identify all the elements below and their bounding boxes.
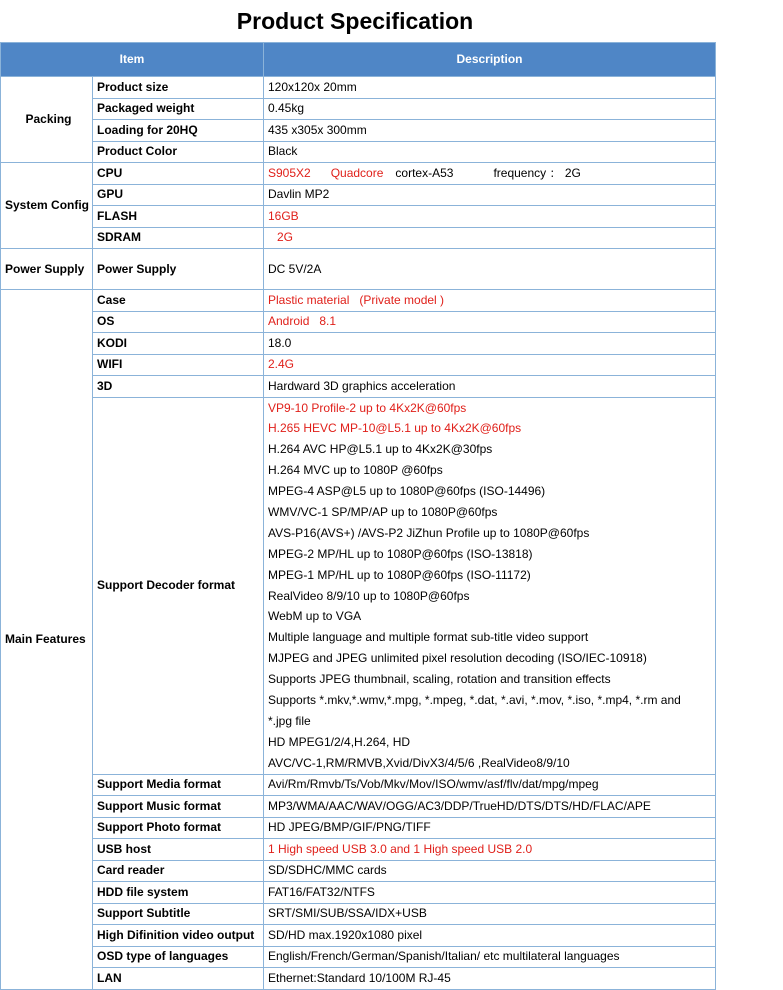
table-row bbox=[1, 311, 716, 333]
table-row bbox=[1, 882, 716, 904]
item-label: WIFI bbox=[93, 354, 264, 376]
table-row bbox=[1, 817, 716, 839]
item-value: SD/SDHC/MMC cards bbox=[264, 860, 716, 882]
table-row bbox=[1, 354, 716, 376]
item-label: OS bbox=[93, 311, 264, 333]
cpu-cores: Quadcore bbox=[330, 165, 384, 180]
item-value: Avi/Rm/Rmvb/Ts/Vob/Mkv/Mov/ISO/wmv/asf/flv/dat/mpg/mpeg bbox=[264, 774, 716, 796]
item-label: Support Decoder format bbox=[93, 397, 264, 774]
decoder-line: H.264 MVC up to 1080P @60fps bbox=[268, 463, 443, 478]
cpu-frequency-value: 2G bbox=[564, 165, 581, 180]
decoder-line: MPEG-2 MP/HL up to 1080P@60fps (ISO-13818) bbox=[268, 546, 533, 561]
item-value: 0.45kg bbox=[264, 98, 716, 120]
decoder-line: Supports JPEG thumbnail, scaling, rotation and transition effects bbox=[268, 672, 611, 687]
table-row bbox=[1, 333, 716, 355]
item-value: MP3/WMA/AAC/WAV/OGG/AC3/DDP/TrueHD/DTS/DTS/HD/FLAC/APE bbox=[264, 796, 716, 818]
decoder-line: WMV/VC-1 SP/MP/AP up to 1080P@60fps bbox=[268, 504, 498, 519]
item-label: Case bbox=[93, 290, 264, 312]
decoder-line: RealVideo 8/9/10 up to 1080P@60fps bbox=[268, 588, 470, 603]
table-row bbox=[1, 839, 716, 861]
item-value: Hardward 3D graphics acceleration bbox=[264, 376, 716, 398]
item-value: DC 5V/2A bbox=[264, 249, 716, 290]
category-packing: Packing bbox=[1, 77, 93, 163]
item-label: Support Subtitle bbox=[93, 903, 264, 925]
item-value: FAT16/FAT32/NTFS bbox=[264, 882, 716, 904]
decoder-line: HD MPEG1/2/4,H.264, HD bbox=[268, 734, 411, 749]
item-label: HDD file system bbox=[93, 882, 264, 904]
category-system-config: System Config bbox=[1, 163, 93, 249]
table-row bbox=[1, 227, 716, 249]
category-main-features: Main Features bbox=[1, 290, 93, 990]
item-value: Black bbox=[264, 141, 716, 163]
item-label: Support Music format bbox=[93, 796, 264, 818]
table-row bbox=[1, 98, 716, 120]
table-row bbox=[1, 397, 716, 774]
table-row bbox=[1, 860, 716, 882]
decoder-format-list bbox=[264, 397, 716, 774]
decoder-line: AVC/VC-1,RM/RMVB,Xvid/DivX3/4/5/6 ,RealVideo8/9/10 bbox=[268, 755, 570, 770]
item-label: FLASH bbox=[93, 206, 264, 228]
item-label: Card reader bbox=[93, 860, 264, 882]
table-row bbox=[1, 774, 716, 796]
table-row bbox=[1, 206, 716, 228]
table-row bbox=[1, 946, 716, 968]
item-value: 2.4G bbox=[264, 354, 716, 376]
item-label: Packaged weight bbox=[93, 98, 264, 120]
item-label: SDRAM bbox=[93, 227, 264, 249]
item-value: Davlin MP2 bbox=[264, 184, 716, 206]
cpu-arch: cortex-A53 bbox=[395, 165, 454, 180]
item-value: Plastic material (Private model ) bbox=[264, 290, 716, 312]
decoder-line: H.265 HEVC MP-10@L5.1 up to 4Kx2K@60fps bbox=[268, 421, 522, 436]
item-value: Ethernet:Standard 10/100M RJ-45 bbox=[264, 968, 716, 990]
decoder-line: MJPEG and JPEG unlimited pixel resolution decoding (ISO/IEC-10918) bbox=[268, 651, 647, 666]
decoder-line: MPEG-1 MP/HL up to 1080P@60fps (ISO-11172) bbox=[268, 567, 531, 582]
item-value: SD/HD max.1920x1080 pixel bbox=[264, 925, 716, 947]
cpu-frequency-label: frequency ： bbox=[493, 165, 562, 180]
item-label: LAN bbox=[93, 968, 264, 990]
item-value: 120x120x 20mm bbox=[264, 77, 716, 99]
item-value: SRT/SMI/SUB/SSA/IDX+USB bbox=[264, 903, 716, 925]
table-row bbox=[1, 376, 716, 398]
decoder-line: MPEG-4 ASP@L5 up to 1080P@60fps (ISO-14496) bbox=[268, 484, 546, 499]
header-item: Item bbox=[1, 43, 264, 77]
item-value: 18.0 bbox=[264, 333, 716, 355]
item-label: High Difinition video output bbox=[93, 925, 264, 947]
table-header-row bbox=[1, 43, 716, 77]
item-value: 16GB bbox=[264, 206, 716, 228]
item-value: HD JPEG/BMP/GIF/PNG/TIFF bbox=[264, 817, 716, 839]
item-label: Support Media format bbox=[93, 774, 264, 796]
table-row bbox=[1, 796, 716, 818]
table-row bbox=[1, 184, 716, 206]
item-label: Product Color bbox=[93, 141, 264, 163]
item-label: Power Supply bbox=[93, 249, 264, 290]
item-label: USB host bbox=[93, 839, 264, 861]
table-row bbox=[1, 290, 716, 312]
category-power-supply: Power Supply bbox=[1, 249, 93, 290]
item-value: English/French/German/Spanish/Italian/ etc multilateral languages bbox=[264, 946, 716, 968]
header-description: Description bbox=[264, 43, 716, 77]
item-value: 1 High speed USB 3.0 and 1 High speed USB 2.0 bbox=[264, 839, 716, 861]
item-label: KODI bbox=[93, 333, 264, 355]
decoder-line: AVS-P16(AVS+) /AVS-P2 JiZhun Profile up to 1080P@60fps bbox=[268, 525, 590, 540]
decoder-line: Multiple language and multiple format sub-title video support bbox=[268, 630, 589, 645]
table-row bbox=[1, 120, 716, 142]
table-row bbox=[1, 77, 716, 99]
page-title: Product Specification bbox=[236, 8, 474, 34]
table-row bbox=[1, 903, 716, 925]
item-label: GPU bbox=[93, 184, 264, 206]
table-row bbox=[1, 925, 716, 947]
item-label: Loading for 20HQ bbox=[93, 120, 264, 142]
decoder-line: Supports *.mkv,*.wmv,*.mpg, *.mpeg, *.dat, *.avi, *.mov, *.iso, *.mp4, *.rm and bbox=[268, 692, 681, 707]
item-value: 2G bbox=[264, 227, 716, 249]
cpu-chip: S905X2 bbox=[268, 165, 311, 180]
item-value: Android 8.1 bbox=[264, 311, 716, 333]
item-label: Support Photo format bbox=[93, 817, 264, 839]
table-row bbox=[1, 249, 716, 290]
table-row bbox=[1, 163, 716, 185]
item-value: 435 x305x 300mm bbox=[264, 120, 716, 142]
decoder-line: H.264 AVC HP@L5.1 up to 4Kx2K@30fps bbox=[268, 442, 493, 457]
item-value-cpu bbox=[264, 163, 716, 185]
item-label: OSD type of languages bbox=[93, 946, 264, 968]
item-label: CPU bbox=[93, 163, 264, 185]
decoder-line: VP9-10 Profile-2 up to 4Kx2K@60fps bbox=[268, 400, 467, 415]
decoder-line: *.jpg file bbox=[268, 713, 311, 728]
item-label: 3D bbox=[93, 376, 264, 398]
item-label: Product size bbox=[93, 77, 264, 99]
table-row bbox=[1, 968, 716, 990]
decoder-line: WebM up to VGA bbox=[268, 609, 362, 624]
table-row bbox=[1, 141, 716, 163]
spec-table bbox=[0, 42, 716, 990]
